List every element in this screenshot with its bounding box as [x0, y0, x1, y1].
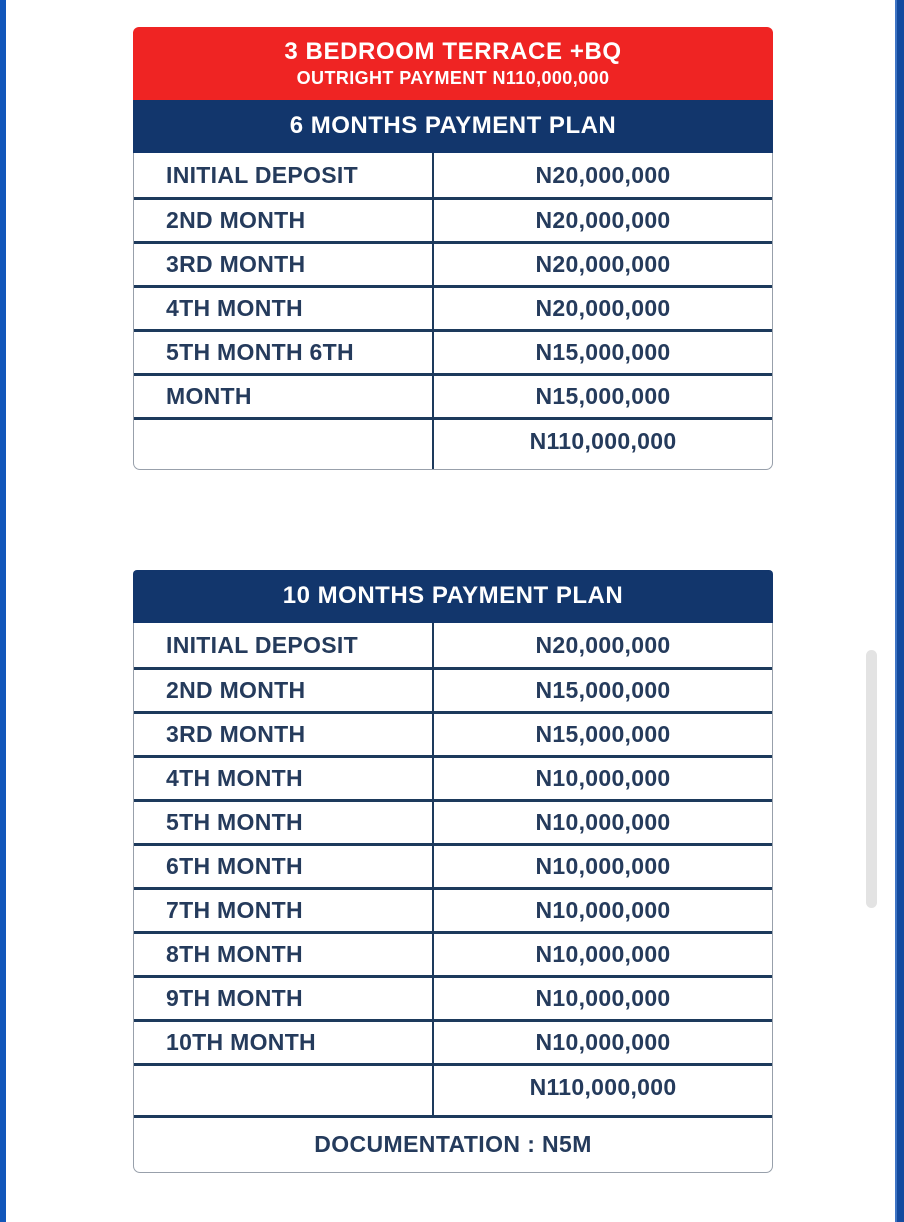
table-row	[134, 843, 772, 887]
scrollbar-thumb[interactable]	[866, 650, 877, 908]
row-value: N15,000,000	[535, 721, 671, 747]
row-label: MONTH	[134, 376, 434, 417]
row-label: 3RD MONTH	[134, 244, 434, 285]
row-label: 7TH MONTH	[134, 890, 434, 931]
row-value: N15,000,000	[535, 383, 671, 409]
row-value: N10,000,000	[535, 809, 671, 835]
row-label: 3RD MONTH	[134, 714, 434, 755]
table-row	[134, 1063, 772, 1115]
plan-10-header: 10 MONTHS PAYMENT PLAN	[133, 570, 773, 623]
row-value: N20,000,000	[535, 251, 671, 277]
table-row	[134, 623, 772, 667]
table-row	[134, 711, 772, 755]
row-label: INITIAL DEPOSIT	[134, 153, 434, 197]
property-header	[133, 27, 773, 100]
row-label: 8TH MONTH	[134, 934, 434, 975]
property-subtitle: OUTRIGHT PAYMENT N110,000,000	[296, 68, 610, 88]
row-value: N20,000,000	[535, 207, 671, 233]
row-label: 4TH MONTH	[134, 758, 434, 799]
table-row	[134, 1019, 772, 1063]
row-value: N10,000,000	[535, 897, 671, 923]
table-row	[134, 975, 772, 1019]
table-row	[134, 931, 772, 975]
row-label: 6TH MONTH	[134, 846, 434, 887]
documentation-row: DOCUMENTATION : N5M	[134, 1115, 772, 1172]
table-row	[134, 667, 772, 711]
plan-6-header: 6 MONTHS PAYMENT PLAN	[133, 100, 773, 153]
row-label: 4TH MONTH	[134, 288, 434, 329]
table-row	[134, 197, 772, 241]
row-value: N20,000,000	[535, 161, 671, 188]
table-row	[134, 329, 772, 373]
table-row	[134, 285, 772, 329]
table-row	[134, 799, 772, 843]
row-label: 2ND MONTH	[134, 200, 434, 241]
table-row	[134, 153, 772, 197]
property-title: 3 BEDROOM TERRACE +BQ	[284, 38, 622, 65]
row-label	[134, 1066, 434, 1115]
plan-6-rows	[133, 153, 773, 470]
plan-10-table	[133, 570, 773, 1173]
plan-6-table	[133, 27, 773, 470]
row-label: 10TH MONTH	[134, 1022, 434, 1063]
row-label	[134, 420, 434, 469]
table-row	[134, 373, 772, 417]
row-value: N10,000,000	[535, 985, 671, 1011]
row-value: N20,000,000	[535, 631, 671, 658]
row-value: N10,000,000	[535, 853, 671, 879]
table-row	[134, 887, 772, 931]
row-label: 2ND MONTH	[134, 670, 434, 711]
row-value: N15,000,000	[535, 339, 671, 365]
row-value: N20,000,000	[535, 295, 671, 321]
left-edge-stripe	[0, 0, 6, 1222]
row-value: N110,000,000	[529, 428, 677, 454]
table-row	[134, 241, 772, 285]
table-row	[134, 417, 772, 469]
row-label: INITIAL DEPOSIT	[134, 623, 434, 667]
row-label: 5TH MONTH 6TH	[134, 332, 434, 373]
row-value: N10,000,000	[535, 765, 671, 791]
plan-10-rows	[133, 623, 773, 1173]
row-label: 9TH MONTH	[134, 978, 434, 1019]
row-value: N15,000,000	[535, 677, 671, 703]
row-value: N10,000,000	[535, 1029, 671, 1055]
table-row	[134, 755, 772, 799]
row-label: 5TH MONTH	[134, 802, 434, 843]
right-edge-stripe	[895, 0, 904, 1222]
row-value: N110,000,000	[529, 1074, 677, 1100]
row-value: N10,000,000	[535, 941, 671, 967]
